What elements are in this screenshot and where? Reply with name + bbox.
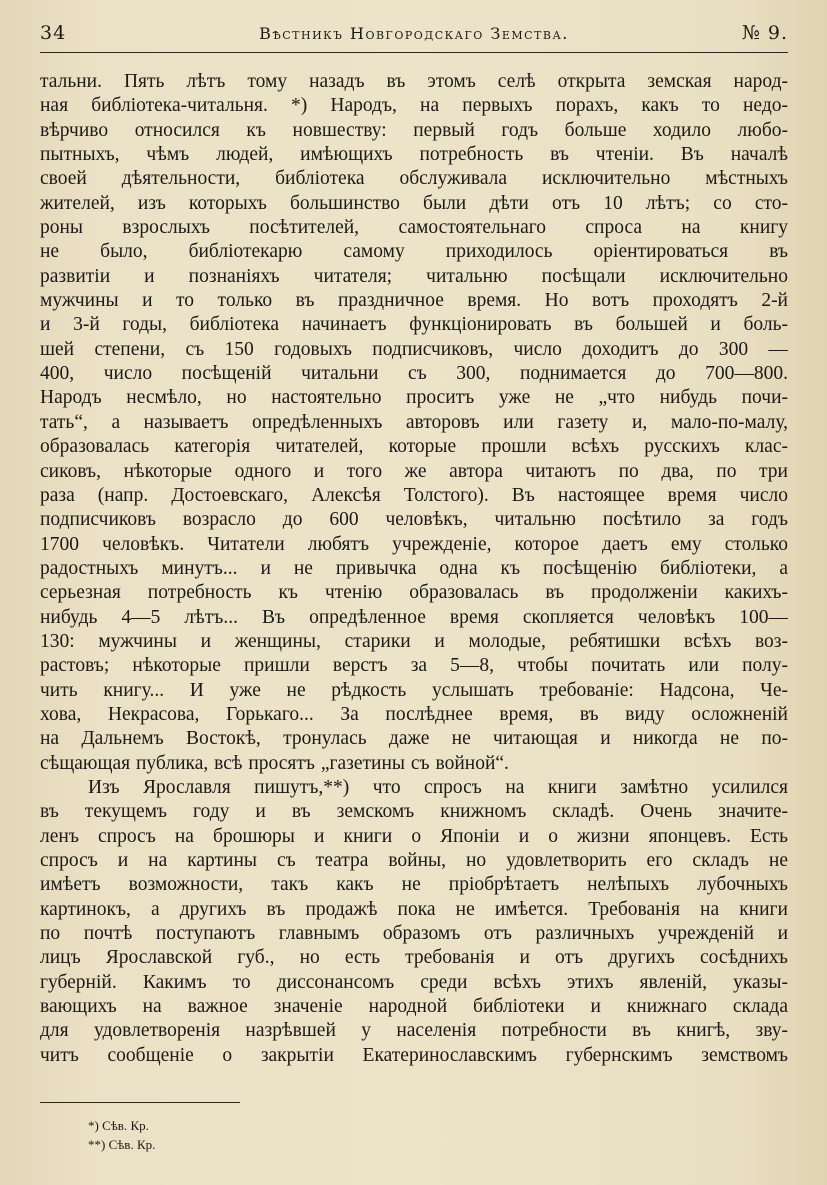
- text-line: имѣетъ возможности, такъ какъ не пріобрѣтаетъ нелѣпыхъ лубочныхъ: [40, 874, 788, 896]
- text-line: радостныхъ минутъ... и не привычка одна къ посѣщенію библіотеки, а: [40, 557, 788, 579]
- text-line: Народъ несмѣло, но настоятельно проситъ уже не „что нибудь почи-: [40, 387, 788, 409]
- text-line: не было, библіотекарю самому приходилось оріентироваться въ: [40, 241, 788, 263]
- footnotes: [88, 1116, 155, 1154]
- text-line: вѣрчиво относился къ новшеству: первый годъ больше ходило любо-: [40, 119, 788, 141]
- text-line: 130: мужчины и женщины, старики и молодые, ребятишки всѣхъ воз-: [40, 630, 788, 652]
- text-line: губерній. Какимъ то диссонансомъ среди всѣхъ этихъ явленій, указы-: [40, 971, 788, 993]
- journal-title: Вѣстникъ Новгородскаго Земства.: [259, 24, 569, 43]
- text-line: шей степени, съ 150 годовыхъ подписчиковъ, число доходитъ до 300 —: [40, 338, 788, 360]
- text-line: развитіи и познаніяхъ читателя; читальню посѣщали исключительно: [40, 265, 788, 287]
- header-rule: [40, 52, 788, 53]
- text-line: спросъ и на картины съ театра войны, но удовлетворить его складъ не: [40, 850, 788, 871]
- text-line: подписчиковъ возрасло до 600 человѣкъ, читальню посѣтило за годъ: [40, 509, 788, 531]
- text-line: 1700 человѣкъ. Читатели любятъ учрежденіе, которое даетъ ему столько: [40, 533, 788, 555]
- text-line: вающихъ на важное значеніе народной библіотеки и книжнаго склада: [40, 996, 788, 1018]
- text-line: жителей, изъ которыхъ большинство были дѣти отъ 10 лѣтъ; со сто-: [40, 192, 788, 214]
- text-line: растовъ; нѣкоторые пришли верстъ за 5—8, чтобы почитать или полу-: [40, 655, 788, 677]
- text-line: нибудь 4—5 лѣтъ... Въ опредѣленное время скопляется человѣкъ 100—: [40, 606, 788, 628]
- running-header: [40, 22, 788, 52]
- text-line: серьезная потребность къ чтенію образовалась въ продолженіи какихъ-: [40, 582, 788, 604]
- text-line: 400, число посѣщеній читальни съ 300, поднимается до 700—800.: [40, 363, 788, 385]
- text-line: лицъ Ярославской губ., но есть требованія и отъ другихъ сосѣднихъ: [40, 947, 788, 969]
- text-line: чить книгу... И уже не рѣдкость услышать требованіе: Надсона, Че-: [40, 679, 788, 701]
- text-line: мужчины и то только въ праздничное время. Но вотъ проходятъ 2-й: [40, 290, 788, 312]
- text-line: сѣщающая публика, всѣ просятъ „газетины съ войной“.: [40, 752, 509, 774]
- text-line: своей дѣятельности, библіотека обслуживала исключительно мѣстныхъ: [40, 168, 788, 190]
- text-line: въ текущемъ году и въ земскомъ книжномъ складѣ. Очень значите-: [40, 801, 788, 823]
- footnote: *) Сѣв. Кр.: [88, 1118, 149, 1133]
- text-line: тать“, а называетъ опредѣленныхъ авторовъ или газету и, мало-по-малу,: [40, 411, 788, 433]
- text-line: образовалась категорія читателей, которые прошли всѣхъ русскихъ клас-: [40, 436, 788, 458]
- text-line: и 3-й годы, библіотека начинаетъ функціонировать въ большей и боль-: [40, 314, 788, 336]
- text-line: сиковъ, нѣкоторые одного и того же автора читаютъ по два, по три: [40, 460, 788, 482]
- text-line: хова, Некрасова, Горькаго... За послѣднее время, въ виду осложненій: [40, 703, 788, 725]
- footnote-rule: [40, 1102, 240, 1103]
- text-line: Изъ Ярославля пишутъ,**) что спросъ на книги замѣтно усилился: [88, 776, 788, 798]
- text-line: по почтѣ поступаютъ главнымъ образомъ отъ различныхъ учрежденій и: [40, 923, 788, 945]
- text-line: ная библіотека-читальня. *) Народъ, на первыхъ порахъ, какъ то недо-: [40, 95, 788, 117]
- paragraph-2: [40, 776, 788, 1068]
- page-number: 34: [40, 22, 67, 44]
- body-text: [40, 70, 788, 1068]
- text-line: тальни. Пять лѣтъ тому назадъ въ этомъ селѣ открыта земская народ-: [40, 71, 788, 92]
- text-line: раза (напр. Достоевскаго, Алексѣя Толстого). Въ настоящее время число: [40, 484, 788, 506]
- text-line: картинокъ, а другихъ въ продажѣ пока не имѣется. Требованія на книги: [40, 898, 788, 920]
- issue-number: № 9.: [741, 22, 788, 44]
- text-line: на Дальнемъ Востокѣ, тронулась даже не читающая и никогда не по-: [40, 728, 788, 750]
- paragraph-1: [40, 70, 788, 776]
- footnote: **) Сѣв. Кр.: [88, 1137, 156, 1152]
- text-line: пытныхъ, чѣмъ людей, имѣющихъ потребность въ чтеніи. Въ началѣ: [40, 144, 788, 166]
- text-line: читъ сообщеніе о закрытіи Екатеринославскимъ губернскимъ земствомъ: [40, 1044, 788, 1066]
- text-line: для удовлетворенія назрѣвшей у населенія потребности въ книгѣ, зву-: [40, 1020, 788, 1042]
- text-line: роны взрослыхъ посѣтителей, самостоятельнаго спроса на книгу: [40, 217, 788, 239]
- text-line: ленъ спросъ на брошюры и книги о Японіи и о жизни японцевъ. Есть: [40, 825, 788, 847]
